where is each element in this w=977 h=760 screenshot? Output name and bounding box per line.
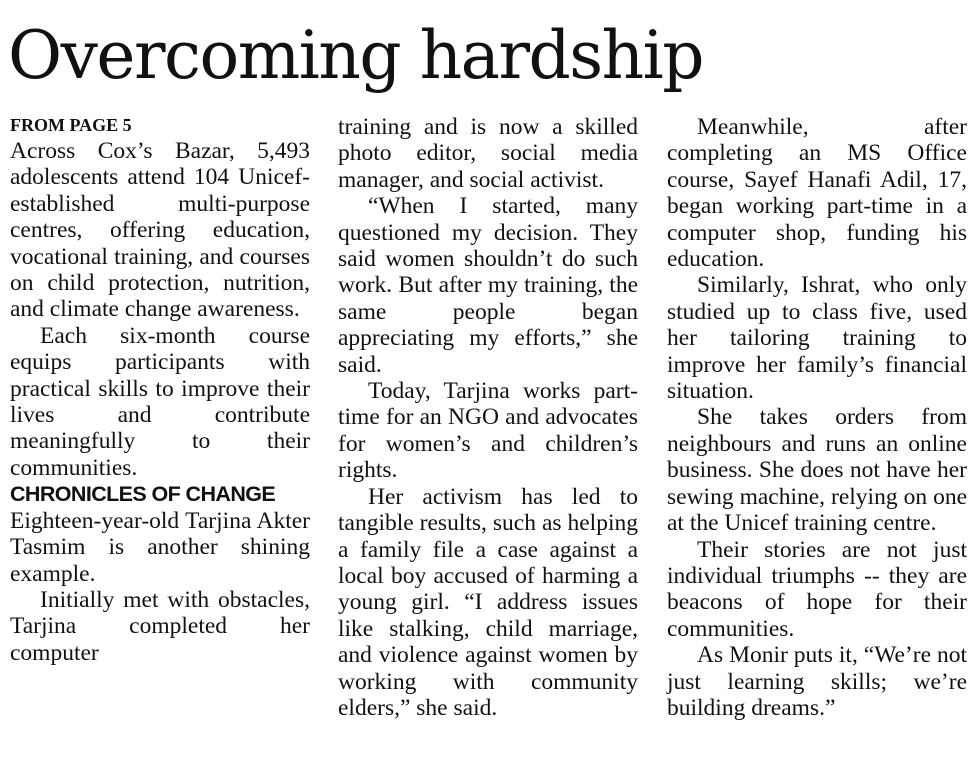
paragraph: Meanwhile, after completing an MS Office course, Sayef Hanafi Adil, 17, began working part-time in a computer shop, funding his education. bbox=[667, 114, 967, 273]
continuation-kicker: FROM PAGE 5 bbox=[10, 115, 132, 135]
paragraph: As Monir puts it, “We’re not just learning skills; we’re building dreams.” bbox=[667, 642, 967, 721]
article-column-3 bbox=[667, 114, 967, 721]
paragraph: “When I started, many questioned my decision. They said women shouldn’t do such work. But after my training, the same people began appreciating my efforts,” she said. bbox=[338, 193, 638, 378]
paragraph: Today, Tarjina works part-time for an NGO and advocates for women’s and children’s rights. bbox=[338, 378, 638, 484]
headline: Overcoming hardship bbox=[8, 17, 704, 94]
paragraph: Each six-month course equips participants with practical skills to improve their lives and contribute meaningfully to their communities. bbox=[10, 322, 310, 481]
paragraph: Eighteen-year-old Tarjina Akter Tasmim is another shining example. bbox=[10, 507, 310, 587]
paragraph: Similarly, Ishrat, who only studied up to class five, used her tailoring training to improve her family’s financial situation. bbox=[667, 272, 967, 405]
paragraph: training and is now a skilled photo editor, social media manager, and social activist. bbox=[338, 114, 638, 193]
paragraph: Initially met with obstacles, Tarjina completed her computer bbox=[10, 586, 310, 666]
paragraph: Her activism has led to tangible results, such as helping a family file a case against a local boy accused of harming a young girl. “I address issues like stalking, child marriage, and violence against women by working with community elders,” she said. bbox=[338, 483, 638, 721]
article-column-1 bbox=[10, 114, 310, 666]
paragraph: Their stories are not just individual triumphs -- they are beacons of hope for their communities. bbox=[667, 536, 967, 642]
section-subhead: CHRONICLES OF CHANGE bbox=[10, 482, 276, 507]
paragraph: Across Cox’s Bazar, 5,493 adolescents attend 104 Unicef-established multi-purpose centres, offering education, vocational training, and courses on child protection, nutrition, and climate change awareness. bbox=[10, 138, 310, 323]
paragraph: She takes orders from neighbours and runs an online business. She does not have her sewing machine, relying on one at the Unicef training centre. bbox=[667, 404, 967, 537]
article-column-2 bbox=[338, 114, 638, 721]
